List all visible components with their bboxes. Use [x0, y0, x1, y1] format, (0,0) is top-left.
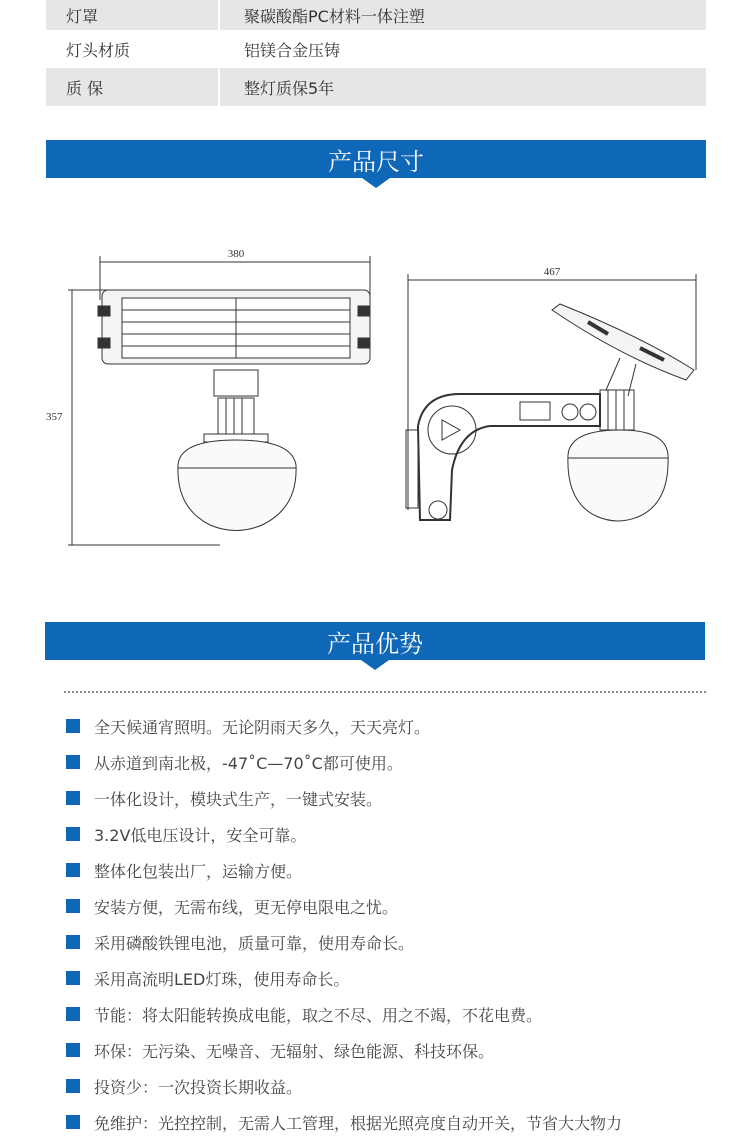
list-item: 环保：无污染、无噪音、无辐射、绿色能源、科技环保。 [66, 1032, 726, 1068]
section-title: 产品优势 [327, 629, 423, 658]
dotted-divider [64, 691, 706, 693]
square-bullet-icon [66, 1115, 80, 1129]
square-bullet-icon [66, 935, 80, 949]
dimension-height: 357 [46, 411, 63, 423]
dimension-front-width: 380 [227, 248, 245, 260]
spec-label: 灯罩 [46, 0, 218, 30]
list-item: 节能：将太阳能转换成电能，取之不尽、用之不竭，不花电费。 [66, 996, 726, 1032]
banner-notch [362, 178, 390, 188]
square-bullet-icon [66, 719, 80, 733]
spec-label: 灯头材质 [46, 30, 218, 68]
spec-value: 聚碳酸酯PC材料一体注塑 [220, 0, 706, 30]
dimension-side-width: 467 [543, 266, 561, 278]
section-banner-advantages [45, 622, 705, 660]
spec-row-warranty [46, 68, 706, 106]
spec-value: 整灯质保5年 [220, 68, 706, 106]
spec-row-material [46, 30, 706, 68]
list-item: 采用高流明LED灯珠，使用寿命长。 [66, 960, 726, 996]
dimension-drawing [40, 240, 710, 560]
list-item: 从赤道到南北极，-47˚C—70˚C都可使用。 [66, 744, 726, 780]
square-bullet-icon [66, 1007, 80, 1021]
banner-notch [361, 660, 389, 670]
spec-value: 铝镁合金压铸 [220, 30, 706, 68]
list-item: 安装方便，无需布线，更无停电限电之忧。 [66, 888, 726, 924]
spec-label: 质 保 [46, 68, 218, 106]
square-bullet-icon [66, 1043, 80, 1057]
list-item: 一体化设计，模块式生产，一键式安装。 [66, 780, 726, 816]
square-bullet-icon [66, 1079, 80, 1093]
list-item: 3.2V低电压设计，安全可靠。 [66, 816, 726, 852]
spec-table [46, 0, 706, 106]
list-item: 整体化包装出厂，运输方便。 [66, 852, 726, 888]
square-bullet-icon [66, 971, 80, 985]
list-item: 免维护：光控控制，无需人工管理，根据光照亮度自动开关，节省大大物力 [66, 1104, 726, 1140]
list-item: 采用磷酸铁锂电池，质量可靠，使用寿命长。 [66, 924, 726, 960]
list-item: 投资少：一次投资长期收益。 [66, 1068, 726, 1104]
features-list [66, 708, 726, 1140]
list-item: 全天候通宵照明。无论阴雨天多久，天天亮灯。 [66, 708, 726, 744]
spec-row-shade [46, 0, 706, 30]
square-bullet-icon [66, 863, 80, 877]
section-banner-size [46, 140, 706, 178]
square-bullet-icon [66, 899, 80, 913]
square-bullet-icon [66, 755, 80, 769]
square-bullet-icon [66, 791, 80, 805]
section-title: 产品尺寸 [328, 147, 424, 176]
square-bullet-icon [66, 827, 80, 841]
